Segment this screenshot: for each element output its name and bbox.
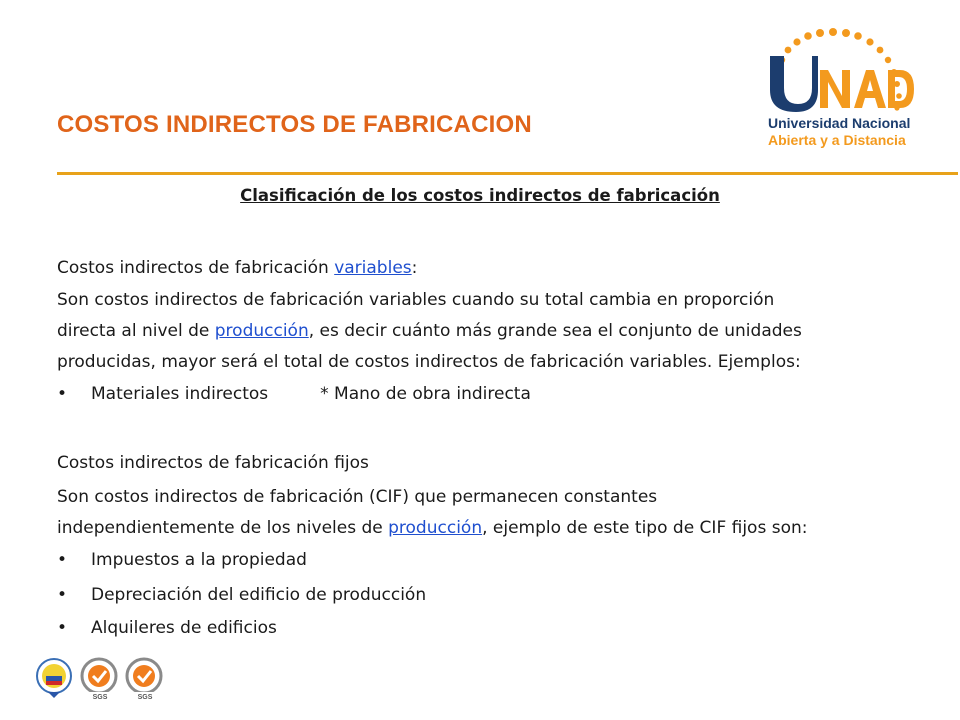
page-title: COSTOS INDIRECTOS DE FABRICACION <box>57 111 532 138</box>
variables-link[interactable]: variables <box>334 258 412 278</box>
variable-heading-colon: : <box>411 258 418 278</box>
fixed-paragraph-line-1: Son costos indirectos de fabricación (CIF) que permanecen constantes <box>57 487 658 507</box>
sgs-seal-icon <box>127 659 161 701</box>
bullet-symbol: • <box>57 618 68 638</box>
variable-paragraph-line-3: producidas, mayor será el total de costos indirectos de fabricación variables. Ejemplos: <box>57 352 801 372</box>
bullet-text-mano-obra: * Mano de obra indirecta <box>320 384 531 404</box>
sgs-label: SGS <box>137 694 153 701</box>
fixed-line2-post: , ejemplo de este tipo de CIF fijos son: <box>482 518 808 538</box>
bullet-symbol: • <box>57 384 68 404</box>
section-subtitle: Clasificación de los costos indirectos de fabricación <box>240 186 720 205</box>
produccion-link-1[interactable]: producción <box>214 321 309 341</box>
logo-line2: Abierta y a Distancia <box>768 132 906 148</box>
variable-heading <box>57 253 417 284</box>
variable-bullet <box>57 379 531 410</box>
sgs-label: SGS <box>92 694 108 701</box>
bullet-text: Impuestos a la propiedad <box>91 550 307 570</box>
fixed-heading: Costos indirectos de fabricación fijos <box>57 453 369 473</box>
fixed-paragraph-line-2 <box>57 513 807 544</box>
bullet-symbol: • <box>57 585 68 605</box>
unad-logo <box>762 26 922 156</box>
variable-line2-pre: directa al nivel de <box>57 321 215 341</box>
colombia-seal-icon <box>37 659 71 698</box>
produccion-link-2[interactable]: producción <box>388 518 483 538</box>
fixed-line2-pre: independientemente de los niveles de <box>57 518 389 538</box>
unad-logo-graphic <box>762 26 922 156</box>
bullet-text: Alquileres de edificios <box>91 618 277 638</box>
variable-heading-text: Costos indirectos de fabricación <box>57 258 335 278</box>
header-divider <box>57 172 958 175</box>
bullet-text-materiales: Materiales indirectos <box>91 384 269 404</box>
fixed-bullet <box>57 545 307 576</box>
certification-logos <box>34 654 174 704</box>
fixed-bullet <box>57 613 277 644</box>
sgs-seal-icon <box>82 659 116 701</box>
certification-seals-graphic <box>34 654 174 704</box>
logo-line1: Universidad Nacional <box>768 115 911 131</box>
variable-paragraph-line-1: Son costos indirectos de fabricación variables cuando su total cambia en proporción <box>57 290 775 310</box>
variable-line2-post: , es decir cuánto más grande sea el conjunto de unidades <box>308 321 802 341</box>
bullet-symbol: • <box>57 550 68 570</box>
bullet-text: Depreciación del edificio de producción <box>91 585 427 605</box>
fixed-bullet <box>57 580 426 611</box>
variable-paragraph-line-2 <box>57 316 802 347</box>
